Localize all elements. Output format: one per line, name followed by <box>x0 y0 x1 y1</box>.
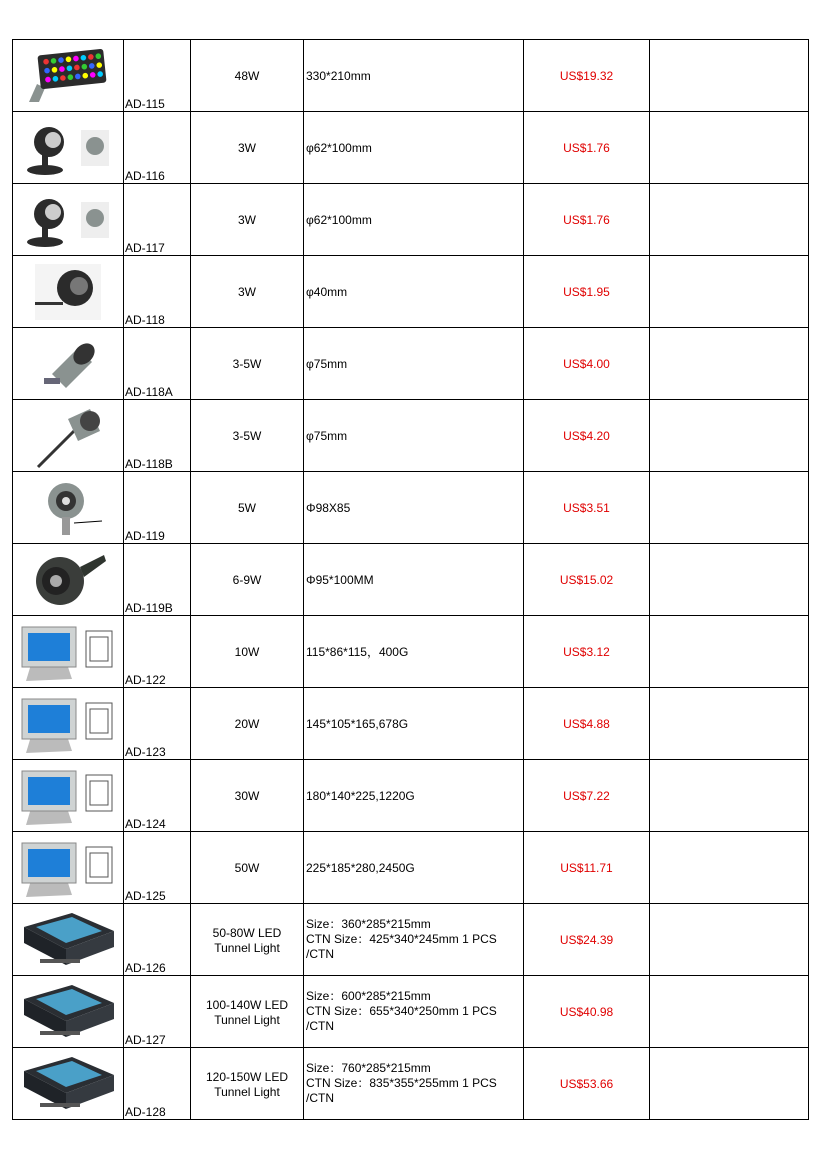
model-cell <box>124 832 191 904</box>
price-cell <box>524 616 650 688</box>
model-number: AD-115 <box>125 97 165 111</box>
power-value: 3-5W <box>232 429 262 443</box>
product-photo-cell <box>13 112 124 184</box>
empty-cell <box>650 760 809 832</box>
size-value: φ75mm <box>306 357 348 371</box>
price-value: US$24.39 <box>559 932 614 947</box>
price-value: US$3.51 <box>563 500 610 515</box>
power-cell <box>191 1048 304 1120</box>
table-row <box>13 688 809 760</box>
size-value: φ40mm <box>306 285 348 299</box>
model-number: AD-123 <box>125 745 166 759</box>
product-photo-cell <box>13 40 124 112</box>
table-row <box>13 904 809 976</box>
size-value: 225*185*280,2450G <box>306 861 415 875</box>
price-cell <box>524 184 650 256</box>
product-photo-cell <box>13 400 124 472</box>
tunnel-light-icon <box>20 1004 116 1018</box>
model-cell <box>124 400 191 472</box>
table-row <box>13 472 809 544</box>
size-cell <box>304 544 524 616</box>
price-value: US$7.22 <box>563 788 610 803</box>
price-cell <box>524 472 650 544</box>
empty-cell <box>650 832 809 904</box>
power-value: 3W <box>238 141 256 155</box>
product-photo-cell <box>13 544 124 616</box>
empty-cell <box>650 688 809 760</box>
price-cell <box>524 904 650 976</box>
price-cell <box>524 400 650 472</box>
size-value: 180*140*225,1220G <box>306 789 415 803</box>
price-value: US$53.66 <box>559 1076 614 1091</box>
size-value: φ62*100mm <box>306 141 372 155</box>
mini-spotlight-icon <box>33 284 103 298</box>
power-value: 20W <box>234 717 260 731</box>
price-value: US$15.02 <box>559 572 614 587</box>
tunnel-light-icon <box>20 1076 116 1090</box>
finned-spotlight-icon <box>26 572 110 586</box>
power-value: 5W <box>238 501 256 515</box>
product-photo-cell <box>13 184 124 256</box>
size-cell <box>304 328 524 400</box>
model-number: AD-119 <box>125 529 165 543</box>
table-row <box>13 976 809 1048</box>
product-photo-cell <box>13 328 124 400</box>
price-value: US$3.12 <box>563 644 610 659</box>
model-cell <box>124 616 191 688</box>
price-cell <box>524 688 650 760</box>
power-cell <box>191 112 304 184</box>
price-value: US$4.88 <box>563 716 610 731</box>
price-cell <box>524 832 650 904</box>
product-photo-cell <box>13 832 124 904</box>
model-cell <box>124 544 191 616</box>
product-photo-cell <box>13 904 124 976</box>
size-value: 115*86*115，400G <box>306 645 409 659</box>
size-cell <box>304 616 524 688</box>
price-value: US$1.95 <box>563 284 610 299</box>
empty-cell <box>650 544 809 616</box>
power-cell <box>191 616 304 688</box>
size-value: Size：600*285*215mm CTN Size：655*340*250mm 1 PCS /CTN <box>306 989 497 1033</box>
model-number: AD-116 <box>125 169 165 183</box>
power-value: 30W <box>234 789 260 803</box>
power-cell <box>191 328 304 400</box>
price-cell <box>524 544 650 616</box>
price-cell <box>524 256 650 328</box>
price-cell <box>524 1048 650 1120</box>
empty-cell <box>650 904 809 976</box>
model-cell <box>124 472 191 544</box>
floodlight-icon <box>16 716 120 730</box>
price-value: US$4.00 <box>563 356 610 371</box>
power-value: 3W <box>238 213 256 227</box>
size-cell <box>304 256 524 328</box>
floodlight-icon <box>16 860 120 874</box>
product-photo-cell <box>13 760 124 832</box>
model-number: AD-118A <box>125 385 173 399</box>
price-value: US$4.20 <box>563 428 610 443</box>
model-cell <box>124 1048 191 1120</box>
spike-spotlight-icon <box>23 140 113 154</box>
empty-cell <box>650 1048 809 1120</box>
model-cell <box>124 904 191 976</box>
model-cell <box>124 184 191 256</box>
size-cell <box>304 40 524 112</box>
model-number: AD-124 <box>125 817 166 831</box>
table-row <box>13 616 809 688</box>
product-photo-cell <box>13 688 124 760</box>
power-value: 6-9W <box>232 573 262 587</box>
model-number: AD-118B <box>125 457 173 471</box>
power-value: 50-80W LED Tunnel Light <box>212 926 282 955</box>
power-cell <box>191 832 304 904</box>
model-cell <box>124 328 191 400</box>
price-value: US$19.32 <box>559 68 614 83</box>
product-photo-cell <box>13 976 124 1048</box>
round-spotlight-icon <box>28 500 108 514</box>
size-cell <box>304 112 524 184</box>
power-cell <box>191 760 304 832</box>
size-value: Size：760*285*215mm CTN Size：835*355*255mm 1 PCS /CTN <box>306 1061 497 1105</box>
power-value: 100-140W LED Tunnel Light <box>205 998 289 1027</box>
size-cell <box>304 976 524 1048</box>
size-value: Size：360*285*215mm CTN Size：425*340*245mm 1 PCS /CTN <box>306 917 497 961</box>
model-number: AD-127 <box>125 1033 166 1047</box>
model-cell <box>124 40 191 112</box>
table-row <box>13 400 809 472</box>
model-cell <box>124 112 191 184</box>
model-number: AD-126 <box>125 961 166 975</box>
table-row <box>13 760 809 832</box>
size-cell <box>304 904 524 976</box>
empty-cell <box>650 400 809 472</box>
size-cell <box>304 688 524 760</box>
model-number: AD-125 <box>125 889 166 903</box>
model-cell <box>124 256 191 328</box>
size-cell <box>304 832 524 904</box>
product-photo-cell <box>13 1048 124 1120</box>
price-value: US$40.98 <box>559 1004 614 1019</box>
power-value: 10W <box>234 645 260 659</box>
table-row <box>13 256 809 328</box>
empty-cell <box>650 472 809 544</box>
power-value: 48W <box>234 69 260 83</box>
price-cell <box>524 328 650 400</box>
table-row <box>13 184 809 256</box>
grey-spotlight-icon <box>38 356 98 370</box>
power-cell <box>191 904 304 976</box>
empty-cell <box>650 328 809 400</box>
empty-cell <box>650 184 809 256</box>
empty-cell <box>650 40 809 112</box>
price-cell <box>524 760 650 832</box>
tunnel-light-icon <box>20 932 116 946</box>
product-price-table <box>12 39 809 1120</box>
model-number: AD-122 <box>125 673 166 687</box>
power-cell <box>191 256 304 328</box>
table-row <box>13 40 809 112</box>
table-row <box>13 544 809 616</box>
wall-washer-icon <box>25 68 111 82</box>
floodlight-icon <box>16 788 120 802</box>
size-value: Φ98X85 <box>306 501 351 515</box>
size-value: Φ95*100MM <box>306 573 374 587</box>
price-cell <box>524 976 650 1048</box>
product-photo-cell <box>13 472 124 544</box>
table-row <box>13 1048 809 1120</box>
power-cell <box>191 544 304 616</box>
power-value: 3-5W <box>232 357 262 371</box>
price-cell <box>524 40 650 112</box>
grey-spike-spotlight-icon <box>28 428 108 442</box>
power-value: 120-150W LED Tunnel Light <box>205 1070 289 1099</box>
empty-cell <box>650 976 809 1048</box>
table-row <box>13 832 809 904</box>
table-row <box>13 328 809 400</box>
empty-cell <box>650 256 809 328</box>
size-cell <box>304 760 524 832</box>
table-body <box>13 40 809 1120</box>
price-value: US$11.71 <box>560 860 613 875</box>
price-value: US$1.76 <box>563 212 610 227</box>
size-value: 330*210mm <box>306 69 371 83</box>
size-cell <box>304 472 524 544</box>
model-cell <box>124 976 191 1048</box>
power-cell <box>191 40 304 112</box>
size-value: 145*105*165,678G <box>306 717 409 731</box>
floodlight-icon <box>16 644 120 658</box>
power-value: 50W <box>234 861 260 875</box>
table-row <box>13 112 809 184</box>
spike-spotlight-icon <box>23 212 113 226</box>
size-value: φ75mm <box>306 429 348 443</box>
size-cell <box>304 400 524 472</box>
empty-cell <box>650 112 809 184</box>
model-cell <box>124 760 191 832</box>
power-cell <box>191 472 304 544</box>
model-number: AD-128 <box>125 1105 166 1119</box>
empty-cell <box>650 616 809 688</box>
model-number: AD-118 <box>125 313 165 327</box>
model-number: AD-119B <box>125 601 173 615</box>
size-value: φ62*100mm <box>306 213 372 227</box>
power-cell <box>191 400 304 472</box>
price-cell <box>524 112 650 184</box>
power-cell <box>191 184 304 256</box>
power-cell <box>191 688 304 760</box>
model-number: AD-117 <box>125 241 165 255</box>
power-cell <box>191 976 304 1048</box>
power-value: 3W <box>238 285 256 299</box>
product-photo-cell <box>13 616 124 688</box>
price-value: US$1.76 <box>563 140 610 155</box>
size-cell <box>304 1048 524 1120</box>
size-cell <box>304 184 524 256</box>
product-photo-cell <box>13 256 124 328</box>
model-cell <box>124 688 191 760</box>
